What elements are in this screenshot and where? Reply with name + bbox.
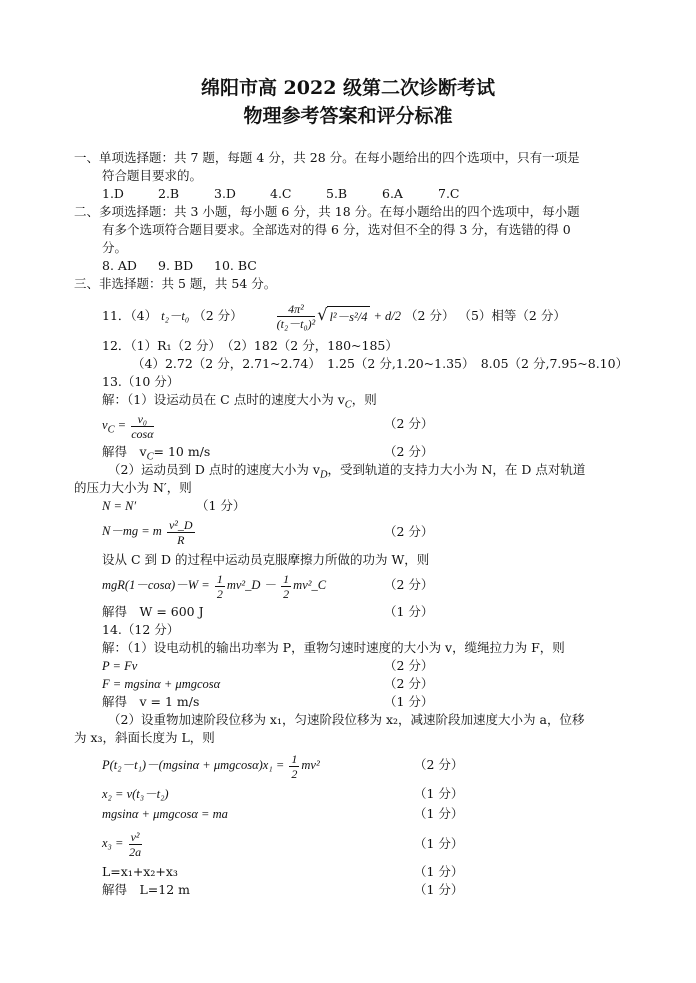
q13-line4: 设从 C 到 D 的过程中运动员克服摩擦力所做的功为 W，则 [102, 552, 430, 567]
section2-heading: 二、多项选择题：共 3 小题，每小题 6 分，共 18 分。在每小题给出的四个选项中，每小题 [74, 204, 580, 219]
q13-eq2: 解得 $v_C= 10$ m/s [102, 444, 211, 463]
q11-expr1: t₂－t₀ [161, 309, 190, 323]
answer-8: 8. AD [102, 258, 137, 273]
page-title: 绵阳市高 2022 级第二次诊断考试 [200, 77, 496, 99]
q11-sqrt: l²－s²/4 [327, 306, 369, 327]
q11-fraction [277, 302, 316, 331]
q14-eq7: x₃ = $\frac{\text{v²}}{2a}$ [102, 829, 142, 859]
q14-eq2-points: （2 分） [384, 676, 434, 691]
answer-6: 6.A [382, 186, 403, 201]
answer-1: 1.D [102, 186, 124, 201]
q13-line1: 解：（1）设运动员在 C 点时的速度大小为 $v_C$，则 [102, 392, 377, 411]
q14-eq9: 解得 L=12 m [102, 882, 191, 897]
q14-eq6-points: （1 分） [414, 806, 464, 821]
q13-eq3: N = N′ [102, 499, 137, 513]
answer-3: 3.D [214, 186, 236, 201]
q13-eq2-points: （2 分） [384, 444, 434, 459]
answer-5: 5.B [326, 186, 348, 201]
q13-eq3-points: （1 分） [196, 498, 246, 513]
q13-eq1-points: （2 分） [384, 416, 434, 431]
answer-4: 4.C [270, 186, 292, 201]
q11-score1: （2 分） [193, 308, 243, 323]
q14-eq1-points: （2 分） [384, 658, 434, 673]
q13-eq4-points: （2 分） [384, 524, 434, 539]
q13-eq1: $v_C$ = $\frac{\text{v₀}}{\cos\alpha}$ [102, 411, 154, 441]
section2-heading-cont: 有多个选项符合题目要求。全部选对的得 6 分，选对但不全的得 3 分，有选错的得 0 [102, 222, 571, 237]
page-subtitle: 物理参考答案和评分标准 [243, 105, 453, 127]
q14-eq1: P = Fv [102, 659, 138, 673]
answer-10: 10. BC [214, 258, 257, 273]
q14-eq5: x₂ = v(t₃－t₂) [102, 787, 169, 801]
q11-part5: （5）相等（2 分） [458, 308, 566, 323]
q14-eq4: P(t₂－t₁)－(mgsinα + μmgcosα)x₁ = $\frac{1}{2}$ mv² [102, 751, 320, 781]
q14-eq9-points: （1 分） [414, 882, 464, 897]
q11-score2: （2 分） [405, 308, 455, 323]
answer-9: 9. BD [158, 258, 194, 273]
q14-heading: 14.（12 分） [102, 622, 180, 637]
q13-line2: （2）运动员到 D 点时的速度大小为 $v_D$，受到轨道的支持力大小为 N，在 D 点对轨道 [108, 462, 586, 481]
section2-heading-cont2: 分。 [102, 240, 128, 255]
q13-heading: 13.（10 分） [102, 374, 180, 389]
q11-numerator: 4π² [277, 302, 316, 317]
q11-prefix: 11．（4） [102, 308, 158, 323]
q14-line2: （2）设重物加速阶段位移为 x₁，匀速阶段位移为 x₂，减速阶段加速度大小为 a，位移 [108, 712, 585, 727]
q13-eq5-points: （2 分） [384, 577, 434, 592]
q14-line3: 为 x₃，斜面长度为 L，则 [74, 730, 215, 745]
q14-eq3: 解得 v = 1 m/s [102, 694, 200, 709]
q13-line3: 的压力大小为 N′，则 [74, 480, 192, 495]
section2-answers [102, 258, 270, 274]
q12-line1: 12．（1）R₁（2 分） （2）182（2 分，180~185） [102, 338, 398, 353]
q11-line: 11．（4） t₂－t₀ （2 分） $\frac{\text{4π²}}{\text{(t₂－t₀)²}}$ √ l²－s²/4 + d/2 （2 分） （5）相等（2 分） [102, 302, 566, 331]
q14-eq5-points: （1 分） [414, 786, 464, 801]
section3-heading: 三、非选择题：共 5 题，共 54 分。 [74, 276, 277, 291]
section1-answers [102, 186, 494, 202]
q13-eq4: N－mg = m $\frac{\text{v²\_D}}{R}$ [102, 517, 193, 547]
section1-heading: 一、单项选择题：共 7 题，每题 4 分，共 28 分。在每小题给出的四个选项中，只有一项是 [74, 150, 580, 165]
q14-eq3-points: （1 分） [384, 694, 434, 709]
q13-eq6-points: （1 分） [384, 604, 434, 619]
q11-denominator: (t₂－t₀)² [276, 317, 316, 331]
answer-7: 7.C [438, 186, 460, 201]
section1-heading-cont: 符合题目要求的。 [102, 168, 203, 183]
q14-eq8-points: （1 分） [414, 864, 464, 879]
q14-eq6: mgsinα + μmgcosα = ma [102, 807, 228, 821]
q14-eq4-points: （2 分） [414, 757, 464, 772]
q14-eq2: F = mgsinα + μmgcosα [102, 677, 221, 691]
q12-line2: （4）2.72（2 分，2.71~2.74） 1.25（2 分,1.20~1.35） 8.05（2 分,7.95~8.10） [132, 356, 629, 371]
q14-eq7-points: （1 分） [414, 836, 464, 851]
q11-tail: + d/2 [373, 309, 402, 323]
q14-line1: 解：（1）设电动机的输出功率为 P，重物匀速时速度的大小为 v，缆绳拉力为 F，则 [102, 640, 565, 655]
q13-eq6: 解得 W = 600 J [102, 604, 204, 619]
answer-2: 2.B [158, 186, 180, 201]
q13-eq5: mgR(1－cosα)－W = $\frac{1}{2}$ mv²_D － $\frac{1}{2}$ mv²_C [102, 571, 327, 601]
q14-eq8: L=x₁+x₂+x₃ [102, 864, 178, 879]
